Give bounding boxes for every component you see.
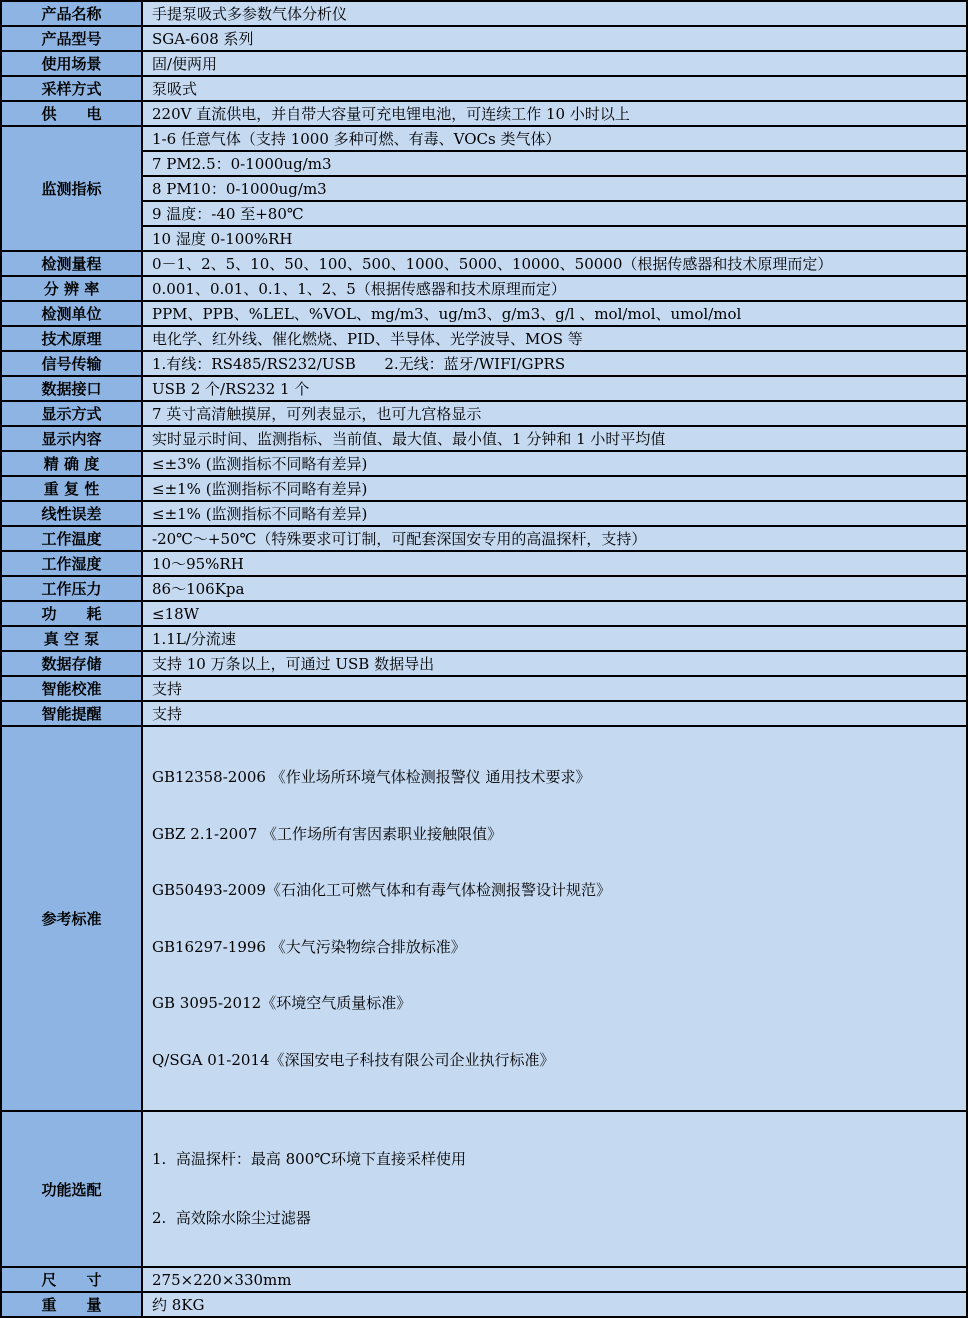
row-value-smart-calibration: 支持 <box>142 676 967 701</box>
row-data-storage <box>1 651 967 676</box>
row-label-usage-scenario: 使用场景 <box>1 51 142 76</box>
row-smart-reminder <box>1 701 967 726</box>
row-product-name <box>1 1 967 26</box>
row-value-vacuum-pump: 1.1L/分流速 <box>142 626 967 651</box>
row-sampling-method <box>1 76 967 101</box>
standard-line: GB 3095-2012《环境空气质量标准》 <box>152 994 412 1012</box>
row-monitoring-indicator-4 <box>1 201 967 226</box>
row-monitoring-indicator-2 <box>1 151 967 176</box>
row-value-working-temperature: -20℃～+50℃（特殊要求可订制，可配套深国安专用的高温探杆，支持） <box>142 526 967 551</box>
row-value-reference-standards <box>142 726 967 1111</box>
row-value-working-pressure: 86～106Kpa <box>142 576 967 601</box>
row-monitoring-indicator-5 <box>1 226 967 251</box>
row-weight <box>1 1292 967 1317</box>
row-value-signal-transmission: 1.有线：RS485/RS232/USB 2.无线：蓝牙/WIFI/GPRS <box>142 351 967 376</box>
row-label-resolution: 分 辨 率 <box>1 276 142 301</box>
row-label-display-content: 显示内容 <box>1 426 142 451</box>
row-optional-features <box>1 1111 967 1267</box>
row-value-product-model: SGA-608 系列 <box>142 26 967 51</box>
row-label-working-temperature: 工作温度 <box>1 526 142 551</box>
row-technical-principle <box>1 326 967 351</box>
row-value-working-humidity: 10～95%RH <box>142 551 967 576</box>
row-monitoring-indicator-3 <box>1 176 967 201</box>
row-label-power-consumption: 功 耗 <box>1 601 142 626</box>
standard-line: GB50493-2009《石油化工可燃气体和有毒气体检测报警设计规范》 <box>152 881 611 899</box>
row-label-data-interface: 数据接口 <box>1 376 142 401</box>
row-label-detection-unit: 检测单位 <box>1 301 142 326</box>
row-label-technical-principle: 技术原理 <box>1 326 142 351</box>
row-value-data-storage: 支持 10 万条以上，可通过 USB 数据导出 <box>142 651 967 676</box>
row-label-detection-range: 检测量程 <box>1 251 142 276</box>
row-value-dimensions: 275×220×330mm <box>142 1267 967 1292</box>
row-label-display-mode: 显示方式 <box>1 401 142 426</box>
row-value-sampling-method: 泵吸式 <box>142 76 967 101</box>
row-repeatability <box>1 476 967 501</box>
row-vacuum-pump <box>1 626 967 651</box>
row-value-monitoring-indicator-5: 10 湿度 0-100%RH <box>142 226 967 251</box>
row-monitoring-indicators <box>1 126 967 151</box>
row-value-power-consumption: ≤18W <box>142 601 967 626</box>
row-value-power-supply: 220V 直流供电，并自带大容量可充电锂电池，可连续工作 10 小时以上 <box>142 101 967 126</box>
row-usage-scenario <box>1 51 967 76</box>
row-product-model <box>1 26 967 51</box>
row-working-pressure <box>1 576 967 601</box>
row-label-vacuum-pump: 真 空 泵 <box>1 626 142 651</box>
row-label-data-storage: 数据存储 <box>1 651 142 676</box>
standard-line: GB16297-1996 《大气污染物综合排放标准》 <box>152 937 466 956</box>
row-data-interface <box>1 376 967 401</box>
row-value-display-content: 实时显示时间、监测指标、当前值、最大值、最小值、1 分钟和 1 小时平均值 <box>142 426 967 451</box>
row-detection-unit <box>1 301 967 326</box>
row-value-product-name: 手提泵吸式多参数气体分析仪 <box>142 1 967 26</box>
row-signal-transmission <box>1 351 967 376</box>
row-accuracy <box>1 451 967 476</box>
row-power-supply <box>1 101 967 126</box>
row-value-repeatability: ≤±1% (监测指标不同略有差异) <box>142 476 967 501</box>
row-label-accuracy: 精 确 度 <box>1 451 142 476</box>
row-label-dimensions: 尺 寸 <box>1 1267 142 1292</box>
row-value-detection-range: 0－1、2、5、10、50、100、500、1000、5000、10000、50000（根据传感器和技术原理而定） <box>142 251 967 276</box>
row-label-smart-reminder: 智能提醒 <box>1 701 142 726</box>
row-resolution <box>1 276 967 301</box>
standard-line: GB12358-2006 《作业场所环境气体检测报警仪 通用技术要求》 <box>152 768 591 786</box>
row-value-smart-reminder: 支持 <box>142 701 967 726</box>
row-value-monitoring-indicator-2: 7 PM2.5：0-1000ug/m3 <box>142 151 967 176</box>
row-value-display-mode: 7 英寸高清触摸屏，可列表显示，也可九宫格显示 <box>142 401 967 426</box>
standard-line: GBZ 2.1-2007 《工作场所有害因素职业接触限值》 <box>152 824 503 843</box>
row-label-monitoring-indicators: 监测指标 <box>1 126 142 251</box>
row-label-working-humidity: 工作湿度 <box>1 551 142 576</box>
row-display-content <box>1 426 967 451</box>
row-reference-standards <box>1 726 967 1111</box>
row-label-optional-features: 功能选配 <box>1 1111 142 1267</box>
row-label-repeatability: 重 复 性 <box>1 476 142 501</box>
row-label-weight: 重 量 <box>1 1292 142 1317</box>
option-line: 1. 高温探杆：最高 800℃环境下直接采样使用 <box>152 1150 467 1168</box>
row-label-smart-calibration: 智能校准 <box>1 676 142 701</box>
row-dimensions <box>1 1267 967 1292</box>
row-value-resolution: 0.001、0.01、0.1、1、2、5（根据传感器和技术原理而定） <box>142 276 967 301</box>
row-label-product-name: 产品名称 <box>1 1 142 26</box>
row-value-technical-principle: 电化学、红外线、催化燃烧、PID、半导体、光学波导、MOS 等 <box>142 326 967 351</box>
row-label-signal-transmission: 信号传输 <box>1 351 142 376</box>
row-linearity-error <box>1 501 967 526</box>
row-value-linearity-error: ≤±1% (监测指标不同略有差异) <box>142 501 967 526</box>
row-value-accuracy: ≤±3% (监测指标不同略有差异) <box>142 451 967 476</box>
row-label-reference-standards: 参考标准 <box>1 726 142 1111</box>
row-value-usage-scenario: 固/便两用 <box>142 51 967 76</box>
row-label-product-model: 产品型号 <box>1 26 142 51</box>
row-detection-range <box>1 251 967 276</box>
row-value-data-interface: USB 2 个/RS232 1 个 <box>142 376 967 401</box>
row-value-weight: 约 8KG <box>142 1292 967 1317</box>
row-label-working-pressure: 工作压力 <box>1 576 142 601</box>
row-working-temperature <box>1 526 967 551</box>
row-label-power-supply: 供 电 <box>1 101 142 126</box>
row-label-linearity-error: 线性误差 <box>1 501 142 526</box>
option-line: 2. 高效除水除尘过滤器 <box>152 1209 311 1227</box>
row-value-monitoring-indicator-4: 9 温度：-40 至+80℃ <box>142 201 967 226</box>
row-smart-calibration <box>1 676 967 701</box>
row-power-consumption <box>1 601 967 626</box>
standard-line: Q/SGA 01-2014《深国安电子科技有限公司企业执行标准》 <box>152 1050 555 1069</box>
row-working-humidity <box>1 551 967 576</box>
row-label-sampling-method: 采样方式 <box>1 76 142 101</box>
row-value-detection-unit: PPM、PPB、%LEL、%VOL、mg/m3、ug/m3、g/m3、g/l 、mol/mol、umol/mol <box>142 301 967 326</box>
row-display-mode <box>1 401 967 426</box>
row-value-optional-features <box>142 1111 967 1267</box>
row-value-monitoring-indicator-3: 8 PM10：0-1000ug/m3 <box>142 176 967 201</box>
row-value-monitoring-indicator-1: 1-6 任意气体（支持 1000 多种可燃、有毒、VOCs 类气体） <box>142 126 967 151</box>
